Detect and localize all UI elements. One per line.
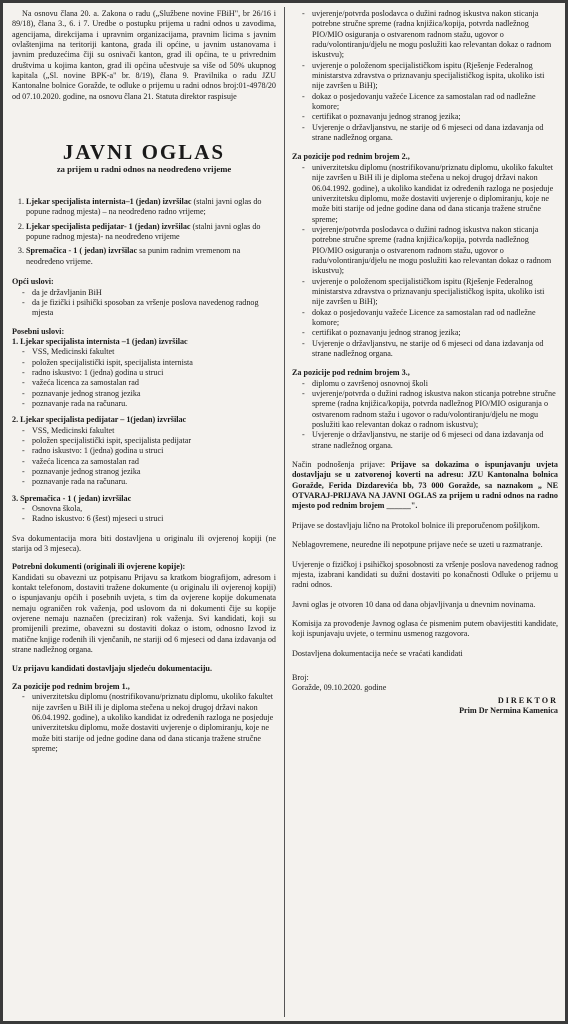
submission-lead: Način podnošenja prijave: [292,460,391,470]
list-item: - certifikat o poznavanju jednog stranog jezika; [302,328,558,338]
delivery-paragraph: Prijave se dostavljaju lično na Protokol bolnice ili preporučenom pošiljkom. [292,520,540,530]
pos3-list [292,379,558,451]
reference-number: Broj: [292,672,309,682]
pos1-list-continued [292,9,558,143]
incomplete-paragraph: Neblagovremene, neuredne ili nepotpune prijave neće se uzeti u razmatranje. [292,540,543,550]
column-divider [284,7,285,1017]
ad-title: JAVNI OGLAS [62,140,226,165]
pos1-title: Za pozicije pod rednim brojem 1., [12,681,130,691]
list-item: - Osnovna škola, [22,504,276,514]
list-item: - uvjerenje/potvrda poslodavca o dužini radnog iskustva nakon sticanja potrebne stručne spreme (radna knjižica/kopija, potvrda nadležnog PIO/MIO osiguranja o ostvarenom radnom stažu, ugovor o radu/volontiranju/djelu ne mogu poslužiti kao relevantan dokaz o radnom iskustvu); [302,225,558,277]
list-item: - da je državljanin BiH [22,288,276,298]
list-item: - VSS, Medicinski fakultet [22,426,276,436]
list-item: - da je fizički i psihički sposoban za vršenje poslova navedenog radnog mjesta [22,298,276,319]
list-item: - poznavanje rada na računaru. [22,399,276,409]
list-item: - Uvjerenje o državljanstvu, ne starije od 6 mjeseci od dana izdavanja od strane nadležnog organa. [302,339,558,360]
list-item: - univerzitetsku diplomu (nostrifikovanu/priznatu diplomu, ukoliko fakultet nije završen u BiH ili je diploma stečena u nekoj drugoj državi nakon 06.04.1992. godine), a ukoliko kandidat iz određenih razloga ne posjeduje univerzitetsku diplomu, može dostaviti uvjerenje o diplomiranju, koje ne može biti starije od jedne godine dana od dana sticanja tražene stručne spreme; [302,163,558,225]
position-detail: sa punim radnim vremenom na neodređeno vrijeme. [26,246,241,266]
list-item: - položen specijalistički ispit, specijalista pedijatar [22,436,276,446]
positions-list [12,197,276,267]
submission-paragraph [292,460,558,512]
special-group-list [12,504,276,525]
general-conditions-title: Opći uslovi: [12,277,54,287]
list-item: - Uvjerenje o državljanstvu, ne starije od 6 mjeseci od dana izdavanja od strane nadležnog organa. [302,123,558,144]
list-item: - certifikat o poznavanju jednog stranog jezika; [302,112,558,122]
special-group-head: 3. Spremačica - 1 ( jedan) izvršilac [12,493,132,503]
left-column [12,9,276,1015]
list-item: - VSS, Medicinski fakultet [22,347,276,357]
commission-paragraph: Komisija za provođenje Javnog oglasa će pismenim putem obavijestiti kandidate, koji ispunjavaju uvjete, o terminu usmenog razgovora. [292,618,558,639]
list-item: - važeća licenca za samostalan rad [22,457,276,467]
list-item: - radno iskustvo: 1 (jedna) godina u struci [22,368,276,378]
health-paragraph: Uvjerenje o fizičkoj i psihičkoj sposobnosti za vršenje poslova navedenog radnog mjesta, izabrani kandidati su dužni dostaviti po konačnosti Odluke o prijemu u radni odnos. [292,559,558,590]
list-item: - radno iskustvo: 1 (jedna) godina u struci [22,446,276,456]
pos2-list [292,163,558,360]
right-column [292,9,558,1015]
place-date: Goražde, 09.10.2020. godine [292,683,387,693]
position-detail: (stalni javni oglas do popune radnog mjesta)- na neodređeno vrijeme [26,221,261,242]
signatory-name: Prim Dr Nermina Kamenica [459,705,558,715]
list-item: - uvjerenje/potvrda o dužini radnog iskustva nakon sticanja potrebne stručne spreme (radna knjižica/kopija, potvrda nadležnog PIO/MIO osiguranja o ostvarenom radnom stažu i ugovor o radu/volontiranju/djelu ne mogu poslužiti kao relevantan dokaz o radnom iskustvu); [302,389,558,430]
with-application-title: Uz prijavu kandidati dostavljaju sljedeću dokumentaciju. [12,663,212,673]
pos1-list [12,692,276,754]
list-item: - poznavanje jednog stranog jezika [22,467,276,477]
signatory-title: DIREKTOR [497,695,558,705]
pos2-title: Za pozicije pod rednim brojem 2., [292,152,410,162]
needed-docs-text: Kandidati su obavezni uz potpisanu Prijavu sa kratkom biografijom, adresom i kontakt telefonom, dostaviti tražene dokumente (u originalu ili ovjerenoj kopiji) o ispunjavanju općih i posebnih uvjeta, s tim da ovjerene kopije dokumenata nemaju ograničen rok važenja, pod uslovom da ni dokumenti čije su kopije ovjerene nemaju naznačen (preciziran) rok važenja. Svi kandidati, koji su promijenili prezime, obavezni su dostaviti dokaz o istom, odnosno Izvod iz matične knjige rođenih ili vjenčanih, ne stariji od 6 mjeseci od dana izdavanja od strane nadležnog organa. [12,572,276,655]
submission-address: Prijave sa dokazima o ispunjavanju uvjeta dostavljaju se u zatvorenoj koverti na adresu: JZU Kantonalna bolnica Goražde, Ferida Dizdarevića bb, 73 000 Goražde, sa naznakom „ NE OTVARAJ-PRIJAVA NA JAVNI OGLAS za prijem u radni odnos na radno mjesto pod rednim brojem ______". [292,460,558,511]
open-period-paragraph: Javni oglas je otvoren 10 dana od dana objavljivanja u dnevnim novinama. [292,599,536,609]
position-item [26,197,276,218]
special-group-list [12,426,276,488]
position-item [26,222,276,243]
position-title: Ljekar specijalista pedijatar- 1 (jedan) izvršilac [26,221,191,231]
list-item: - položen specijalistički ispit, specijalista internista [22,358,276,368]
list-item: - poznavanje jednog stranog jezika [22,389,276,399]
list-item: - važeća licenca za samostalan rad [22,378,276,388]
return-paragraph: Dostavljena dokumentacija neće se vraćati kandidati [292,648,463,658]
special-group-head: 1. Ljekar specijalista internista –1 (jedan) izvršilac [12,336,188,346]
position-title: Ljekar specijalista internista–1 (jedan) izvršilac [26,197,192,207]
position-item [26,246,276,267]
list-item: - diplomu o završenoj osnovnoj školi [302,379,558,389]
pos3-title: Za pozicije pod rednim brojem 3., [292,368,410,378]
list-item: - Radno iskustvo: 6 (šest) mjeseci u struci [22,514,276,524]
list-item: - dokaz o posjedovanju važeće Licence za samostalan rad od nadležne komore; [302,92,558,113]
list-item: - univerzitetsku diplomu (nostrifikovanu/priznatu diplomu, ukoliko fakultet nije završen u BiH ili je diploma stečena u nekoj drugoj državi nakon 06.04.1992. godine), a ukoliko kandidat iz određenih razloga ne posjeduje univerzitetsku diplomu, može dostaviti uvjerenje o diplomiranju, koje ne može biti starije od jedne godine dana od dana sticanja tražene stručne spreme; [22,692,276,754]
docs-note: Sva dokumentacija mora biti dostavljena u originalu ili ovjerenoj kopiji (ne starija od 3 mjeseca). [12,533,276,554]
general-conditions-list [12,288,276,319]
needed-docs-title: Potrebni dokumenti (originali ili ovjerene kopije): [12,562,186,572]
signature-block [292,673,558,716]
list-item: - uvjerenje o položenom specijalističkom ispitu (Rješenje Federalnog ministarstva zdravstva o priznavanju specijalističkog ispita, ukoliko isti nije završen u BiH); [302,61,558,92]
list-item: - dokaz o posjedovanju važeće Licence za samostalan rad od nadležne komore; [302,308,558,329]
position-title: Spremačica - 1 ( jedan) izvršilac [26,246,138,256]
special-conditions-title: Posebni uslovi: [12,326,65,336]
ad-subtitle: za prijem u radni odnos na neodređeno vrijeme [56,164,232,175]
list-item: - poznavanje rada na računaru. [22,477,276,487]
title-block [12,140,276,175]
special-group-head: 2. Ljekar specijalista pedijatar – 1(jedan) izvršilac [12,415,187,425]
special-group-list [12,347,276,409]
position-detail: (stalni javni oglas do popune radnog mjesta) – na neodređeno radno vrijeme; [26,197,262,217]
list-item: - uvjerenje o položenom specijalističkom ispitu (Rješenje Federalnog ministarstva zdravstva o priznavanju specijalističkog ispita, ukoliko isti nije završen u BiH); [302,277,558,308]
list-item: - uvjerenje/potvrda poslodavca o dužini radnog iskustva nakon sticanja potrebne stručne spreme (radna knjižica/kopija, potvrda nadležnog PIO/MIO osiguranja o ostvarenom radnom stažu, ugovor o radu/volontiranju/djelu ne mogu poslužiti kao relevantan dokaz o radnom iskustvu); [302,9,558,61]
intro-paragraph: Na osnovu člana 20. a. Zakona o radu („Službene novine FBiH", br 26/16 i 89/18), člana 3., 6. i 7. Uredbe o postupku prijema u radni odnos u zavodima, agencijama, direkcijama i upravnim organizacijama, pravnim licima s javnim ovlaštenjima na teritoriji kantona, grada ili općine, u javnim ustanovama i javnim preduzećima čiji su osnivači kanton, grad ili općina, te u privrednim društvima u kojima kanton, grad ili općina učestvuje sa više od 50% ukupnog kapitala („Sl. novine BPK-a" br. 8/19), člana 9. Pravilnika o radu JZU Kantonalne bolnice Goražde, te odluke o prijemu u radni odnos broj:01-4978/20 od 07.10.2020. godine, na osnovu člana 21. Statuta direktor raspisuje [12,9,276,101]
list-item: - Uvjerenje o državljanstvu, ne starije od 6 mjeseci od dana izdavanja od strane nadležnog organa. [302,430,558,451]
